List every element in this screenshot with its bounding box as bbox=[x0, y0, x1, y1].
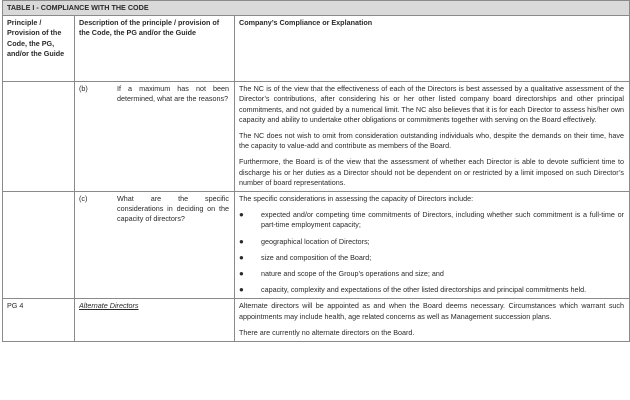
list-item: ● capacity, complexity and expectations of the other listed directorships and principal commitments held. bbox=[239, 285, 587, 295]
bullet-icon: ● bbox=[239, 252, 244, 262]
row-c-description bbox=[75, 192, 235, 299]
row-b-question: If a maximum has not been determined, what are the reasons? bbox=[117, 84, 229, 104]
row-b-principle bbox=[3, 82, 75, 192]
row-c-marker: (c) bbox=[79, 194, 88, 204]
table-row-pg4 bbox=[3, 299, 630, 342]
row-c-question: What are the specific considerations in deciding on the capacity of directors? bbox=[117, 194, 229, 224]
row-pg4-paragraph-1: Alternate directors will be appointed as and when the Board deems necessary. Circumstances which warrant such appointments may include health, age related concerns as well as Management succession plans. bbox=[239, 301, 625, 321]
table-row-c bbox=[3, 192, 630, 299]
table-row-b bbox=[3, 82, 630, 192]
row-b-paragraph-1: The NC is of the view that the effectiveness of each of the Directors is best assessed by a qualitative assessment of the Director’s contributions, after considering his or her other listed company board directorships and other principal commitments, and not guided by a numerical limit. The NC also believes that it is for each Director to assess his/her own capacity and ability to undertake other obligations or commitments together with serving on the Board effectively. bbox=[239, 84, 625, 124]
row-pg4-compliance bbox=[235, 299, 630, 342]
bullet-icon: ● bbox=[239, 269, 244, 279]
header-row bbox=[3, 16, 630, 82]
row-pg4-principle: PG 4 bbox=[3, 299, 75, 342]
bullet-icon: ● bbox=[239, 210, 244, 220]
row-b-marker: (b) bbox=[79, 84, 88, 94]
list-item: ● size and composition of the Board; bbox=[239, 252, 372, 262]
bullet-icon: ● bbox=[239, 236, 244, 246]
bullet-icon: ● bbox=[239, 285, 244, 295]
row-b-paragraph-3: Furthermore, the Board is of the view that the assessment of whether each Director is able to devote sufficient time to discharge his or her duties as a Director should not be dependent on or restricted by a limit imposed on such Director’s number of board representations. bbox=[239, 157, 625, 187]
row-pg4-description bbox=[75, 299, 235, 342]
row-pg4-paragraph-2: There are currently no alternate directors on the Board. bbox=[239, 327, 415, 337]
header-compliance: Company’s Compliance or Explanation bbox=[235, 16, 630, 82]
table-title-row bbox=[3, 1, 630, 16]
row-b-compliance bbox=[235, 82, 630, 192]
compliance-table bbox=[2, 0, 630, 342]
row-c-intro: The specific considerations in assessing the capacity of Directors include: bbox=[239, 194, 474, 204]
row-c-compliance bbox=[235, 192, 630, 299]
table-title: TABLE I - COMPLIANCE WITH THE CODE bbox=[3, 1, 630, 16]
row-b-paragraph-2: The NC does not wish to omit from consideration outstanding individuals who, despite the demands on their time, have the capacity to value-add and contribute as members of the Board. bbox=[239, 131, 625, 151]
row-b-description bbox=[75, 82, 235, 192]
row-c-principle bbox=[3, 192, 75, 299]
list-item: ● geographical location of Directors; bbox=[239, 236, 370, 246]
list-item: ● nature and scope of the Group’s operations and size; and bbox=[239, 269, 444, 279]
considerations-list bbox=[239, 210, 624, 295]
header-description: Description of the principle / provision of the Code, the PG and/or the Guide bbox=[75, 16, 235, 82]
header-principle: Principle / Provision of the Code, the PG, and/or the Guide bbox=[3, 16, 75, 82]
alternate-directors-link[interactable]: Alternate Directors bbox=[79, 301, 139, 311]
list-item: ● expected and/or competing time commitments of Directors, including whether such commitment is a full-time or part-time employment capacity; bbox=[239, 210, 625, 230]
